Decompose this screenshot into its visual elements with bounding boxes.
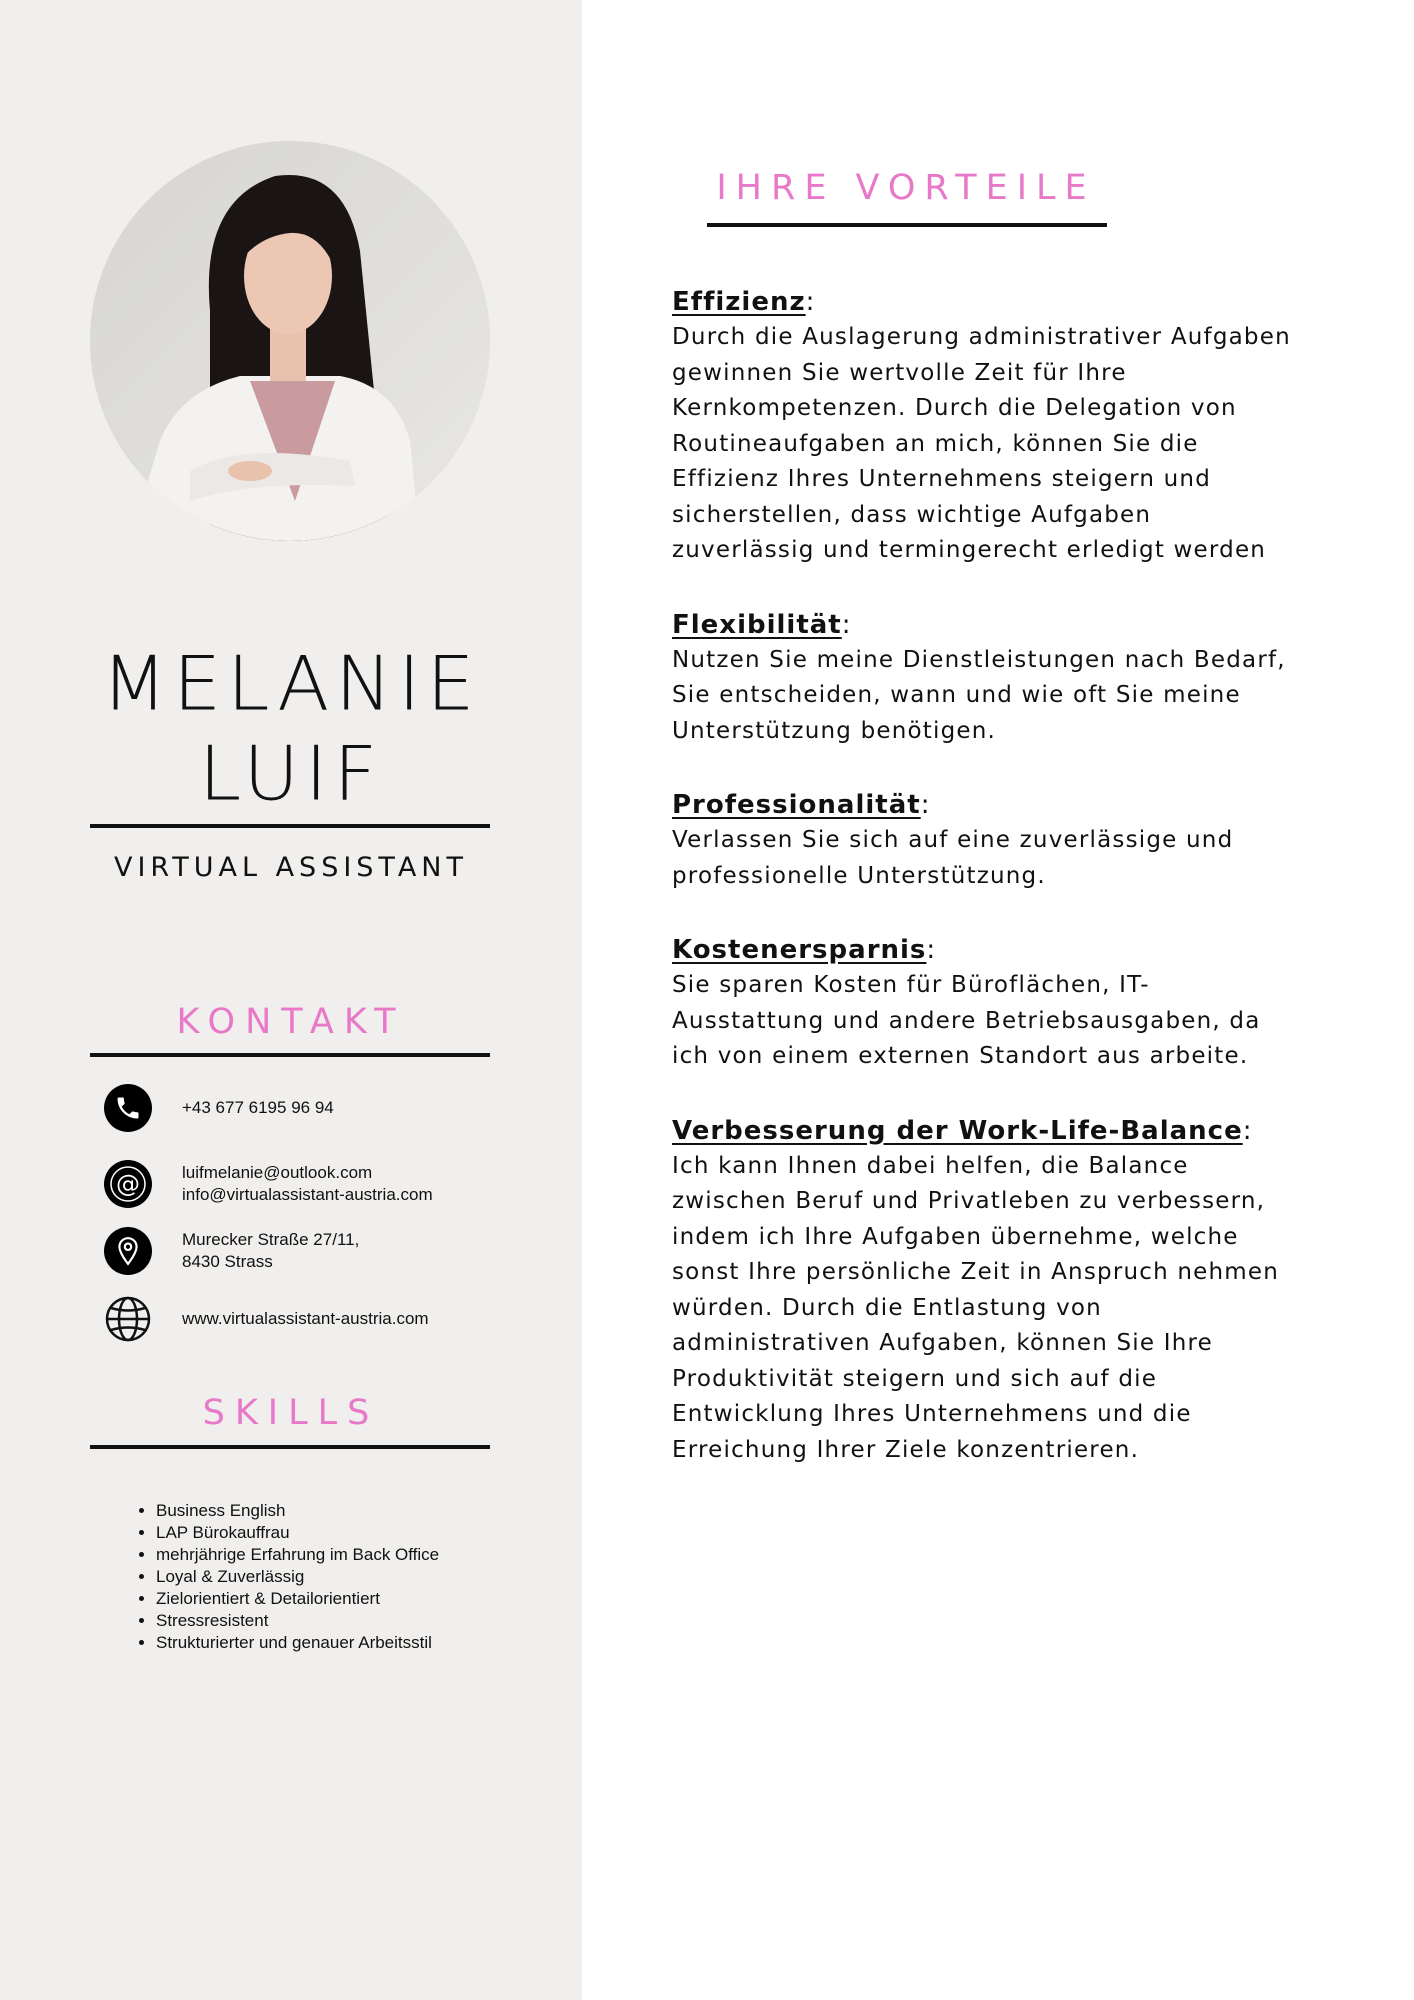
address — [182, 1229, 359, 1273]
svg-text:@: @ — [116, 1170, 140, 1198]
skills-list — [132, 1500, 516, 1654]
skill-item: • Stressresistent — [156, 1610, 516, 1632]
benefit-text: Verlassen Sie sich auf eine zuverlässige und professionelle Unterstützung. — [672, 827, 1234, 889]
contact-website — [104, 1295, 429, 1343]
location-pin-icon — [104, 1227, 152, 1275]
skill-item: • Business English — [156, 1500, 516, 1522]
benefit-title: Verbesserung der Work-Life-Balance — [672, 1115, 1243, 1146]
benefit-efficiency: Effizienz: Durch die Auslagerung administrativer Aufgaben gewinnen Sie wertvolle Zeit für Ihre Kernkompetenzen. Durch die Delegation von Routineaufgaben an mich, können Sie die Effizienz Ihres Unternehmens steigern und sicherstellen, dass wichtige Aufgaben zuverlässig und termingerecht erledigt werden — [672, 284, 1292, 569]
skills-divider — [90, 1445, 490, 1449]
at-sign-icon — [104, 1160, 152, 1208]
benefits-list — [672, 284, 1292, 1506]
benefit-cost-savings: Kostenersparnis: Sie sparen Kosten für Büroflächen, IT-Ausstattung und andere Betriebsausgaben, da ich von einem externen Standort aus arbeite. — [672, 932, 1292, 1075]
contact-divider — [90, 1053, 490, 1057]
portrait-illustration — [90, 141, 490, 541]
contact-email — [104, 1160, 433, 1208]
address-street: Murecker Straße 27/11, — [182, 1230, 360, 1249]
benefit-text: Ich kann Ihnen dabei helfen, die Balance zwischen Beruf und Privatleben zu verbessern, indem ich Ihre Aufgaben übernehme, welche sonst Ihre persönliche Zeit in Anspruch nehmen würden. Durch die Entlastung von administrativen Aufgaben, können Sie Ihre Produktivität steigern und sich auf die Entwicklung Ihres Unternehmens und die Erreichung Ihrer Ziele konzentrieren. — [672, 1152, 1280, 1463]
phone-number[interactable]: +43 677 6195 96 94 — [182, 1098, 334, 1117]
email-primary[interactable]: luifmelanie@outlook.com — [182, 1163, 373, 1182]
benefit-title: Kostenersparnis — [672, 935, 927, 965]
name-divider — [90, 824, 490, 828]
benefit-text: Durch die Auslagerung administrativer Aufgaben gewinnen Sie wertvolle Zeit für Ihre Kernkompetenzen. Durch die Delegation von Routineaufgaben an mich, können Sie die Effizienz Ihres Unternehmens steigern und sicherstellen, dass wichtige Aufgaben zuverlässig und termingerecht erledigt werden — [672, 324, 1291, 563]
skill-item: • LAP Bürokauffrau — [156, 1522, 516, 1544]
email-secondary[interactable]: info@virtualassistant-austria.com — [182, 1185, 433, 1204]
profile-photo — [90, 141, 490, 541]
skill-item: • Zielorientiert & Detailorientiert — [156, 1588, 516, 1610]
last-name: LUIF — [198, 729, 384, 818]
benefit-text: Nutzen Sie meine Dienstleistungen nach Bedarf, Sie entscheiden, wann und wie oft Sie meine Unterstützung benötigen. — [672, 646, 1286, 744]
skill-item: • mehrjährige Erfahrung im Back Office — [156, 1544, 516, 1566]
phone-icon — [104, 1084, 152, 1132]
contact-address — [104, 1227, 359, 1275]
benefits-heading: IHRE VORTEILE — [716, 168, 1096, 208]
skills-heading: SKILLS — [202, 1393, 380, 1433]
benefits-divider — [707, 223, 1107, 227]
job-title: VIRTUAL ASSISTANT — [114, 852, 468, 883]
benefit-title: Effizienz — [672, 287, 806, 317]
benefit-flexibility: Flexibilität: Nutzen Sie meine Dienstleistungen nach Bedarf, Sie entscheiden, wann und wie oft Sie meine Unterstützung benötigen. — [672, 607, 1292, 750]
benefit-work-life-balance: Verbesserung der Work-Life-Balance: Ich kann Ihnen dabei helfen, die Balance zwischen Beruf und Privatleben zu verbessern, indem ich Ihre Aufgaben übernehme, welche sonst Ihre persönliche Zeit in Anspruch nehmen würden. Durch die Entlastung von administrativen Aufgaben, können Sie Ihre Produktivität steigern und sich auf die Entwicklung Ihres Unternehmens und die Erreichung Ihrer Ziele konzentrieren. — [672, 1113, 1292, 1469]
benefit-title: Professionalität — [672, 790, 921, 820]
contact-heading: KONTAKT — [176, 1002, 406, 1042]
address-city: 8430 Strass — [182, 1252, 273, 1271]
skill-item: • Strukturierter und genauer Arbeitsstil — [156, 1632, 516, 1654]
email-addresses — [182, 1162, 433, 1206]
contact-phone — [104, 1084, 334, 1132]
benefit-text: Sie sparen Kosten für Büroflächen, IT-Ausstattung und andere Betriebsausgaben, da ich von einem externen Standort aus arbeite. — [672, 972, 1261, 1069]
sidebar — [0, 0, 582, 2000]
benefit-professionalism: Professionalität: Verlassen Sie sich auf eine zuverlässige und professionelle Unterstützung. — [672, 787, 1292, 894]
first-name: MELANIE — [101, 639, 481, 728]
globe-icon — [104, 1295, 152, 1343]
skill-item: • Loyal & Zuverlässig — [156, 1566, 516, 1588]
benefit-title: Flexibilität — [672, 609, 842, 640]
website-link[interactable]: www.virtualassistant-austria.com — [182, 1309, 429, 1328]
